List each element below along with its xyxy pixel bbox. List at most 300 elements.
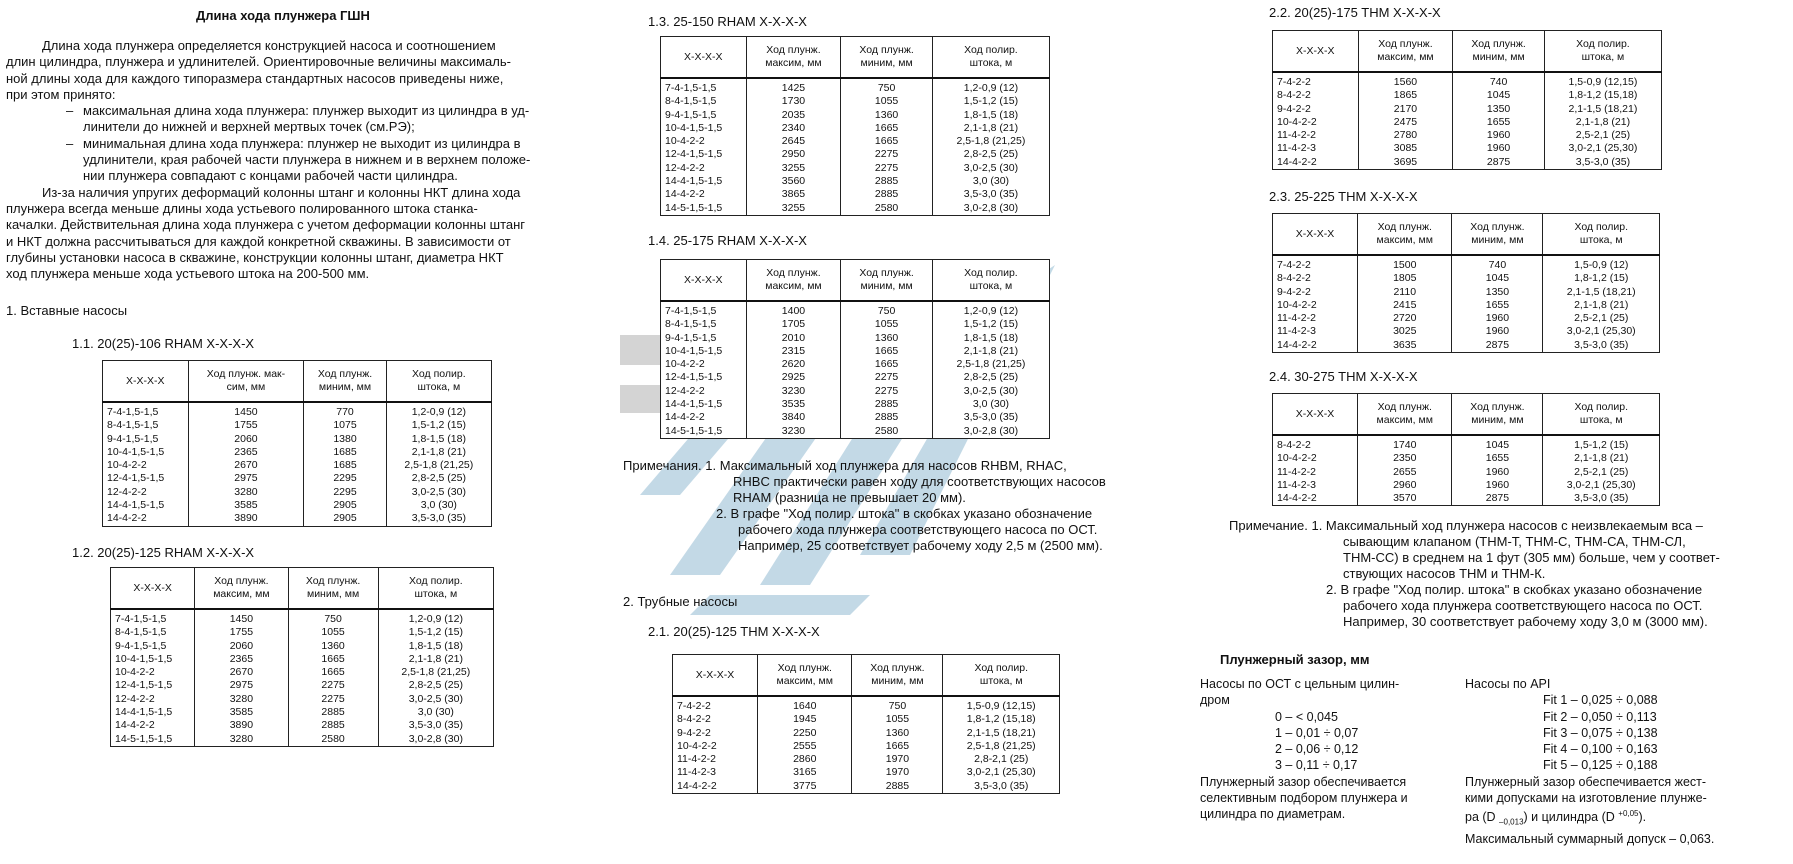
table-cell: 1450 (195, 609, 288, 626)
table-cell: 2580 (841, 202, 933, 216)
column-header: Ход плунж. миним, мм (841, 37, 933, 79)
cell-code: 14-4-2-2 (661, 188, 747, 201)
table-row (661, 162, 1050, 175)
table-cell: 3,5-3,0 (35) (943, 780, 1060, 794)
table-cell: 2340 (746, 122, 841, 135)
table-cell: 2885 (841, 398, 933, 411)
table-cell: 770 (304, 402, 386, 419)
table-cell: 2,5-1,8 (21,25) (932, 135, 1049, 148)
cell-code: 12-4-1,5-1,5 (111, 679, 195, 692)
table-header-row (661, 37, 1050, 79)
table-row (111, 706, 494, 719)
table-cell: 2,1-1,5 (18,21) (1543, 286, 1660, 299)
table-cell: 3,5-3,0 (35) (932, 188, 1049, 201)
cell-code: 7-4-2-2 (673, 696, 758, 713)
cell-code: 8-4-1,5-1,5 (111, 626, 195, 639)
caption-1-4: 1.4. 25-175 RHAM X-X-X-X (648, 233, 807, 248)
table-row (661, 135, 1050, 148)
table-cell: 2,1-1,5 (18,21) (1544, 103, 1661, 116)
column-header: Ход плунж. максим, мм (746, 37, 841, 79)
notes-tubing (1229, 518, 1789, 630)
cell-code: 8-4-2-2 (1273, 435, 1358, 452)
table-cell: 1,5-1,2 (15) (1543, 435, 1660, 452)
table-cell: 2885 (841, 175, 933, 188)
table-cell: 3,5-3,0 (35) (932, 411, 1049, 424)
table-cell: 3890 (195, 719, 288, 732)
table-cell: 3165 (758, 766, 852, 779)
cell-code: 12-4-2-2 (661, 385, 747, 398)
table-cell: 3570 (1358, 492, 1452, 506)
column-header: Ход плунж. максим, мм (746, 260, 841, 302)
table-row (103, 459, 492, 472)
table-cell: 3255 (746, 202, 841, 216)
table-cell: 1,8-1,5 (18) (932, 332, 1049, 345)
table-row (111, 693, 494, 706)
table-cell: 3,0-2,5 (30) (378, 693, 493, 706)
table-cell: 3,0-2,5 (30) (386, 486, 491, 499)
cell-code: 8-4-1,5-1,5 (661, 318, 747, 331)
table-cell: 1805 (1358, 272, 1452, 285)
table-cell: 2885 (288, 719, 378, 732)
table-cell: 3560 (746, 175, 841, 188)
page-title: Длина хода плунжера ГШН (196, 8, 370, 23)
section-tubing-pumps: 2. Трубные насосы (623, 594, 738, 609)
table-cell: 1655 (1452, 299, 1543, 312)
column-header: Ход полир. штока, м (378, 568, 493, 610)
table-cell: 2,5-2,1 (25) (1543, 466, 1660, 479)
table-cell: 1685 (304, 459, 386, 472)
table-row (673, 713, 1060, 726)
bullet-line: нии плунжера совпадают с концами рабочей части цилиндра. (83, 168, 458, 184)
ost-row: 3 – 0,11 ÷ 0,17 (1275, 758, 1358, 773)
cell-code: 10-4-2-2 (111, 666, 195, 679)
table-cell: 1045 (1453, 89, 1545, 102)
table-cell: 1,5-1,2 (15) (932, 95, 1049, 108)
table-row (661, 95, 1050, 108)
api-row: Fit 3 – 0,075 ÷ 0,138 (1543, 725, 1658, 740)
table-cell: 1705 (746, 318, 841, 331)
ost-row: 0 – < 0,045 (1275, 709, 1338, 724)
table-cell: 750 (288, 609, 378, 626)
cell-code: 14-4-2-2 (1273, 156, 1359, 170)
table-cell: 2,5-1,8 (21,25) (378, 666, 493, 679)
table-cell: 1,8-1,5 (18) (386, 433, 491, 446)
cell-code: 9-4-2-2 (673, 727, 758, 740)
table-row (673, 766, 1060, 779)
cell-code: 10-4-2-2 (1273, 452, 1358, 465)
table-cell: 3865 (746, 188, 841, 201)
table-cell: 1685 (304, 446, 386, 459)
table-cell: 1865 (1358, 89, 1453, 102)
table-row (661, 332, 1050, 345)
column-header-code: X-X-X-X (1273, 394, 1358, 436)
table-cell: 2,1-1,8 (21) (932, 345, 1049, 358)
column-header: Ход полир. штока, м (1543, 214, 1660, 256)
cell-code: 14-4-1,5-1,5 (111, 706, 195, 719)
table-cell: 2,1-1,8 (21) (386, 446, 491, 459)
table-row (661, 301, 1050, 318)
column-header: Ход плунж. максим, мм (1358, 31, 1453, 73)
ost-row: 1 – 0,01 ÷ 0,07 (1275, 725, 1359, 740)
table-cell: 1,5-0,9 (12,15) (943, 696, 1060, 713)
cell-code: 14-5-1,5-1,5 (661, 202, 747, 216)
note-line: 2. В графе "Ход полир. штока" в скобках указано обозначение (716, 506, 1093, 521)
table-cell: 2275 (288, 679, 378, 692)
column-header: Ход полир. штока, м (932, 37, 1049, 79)
table-cell: 1960 (1452, 466, 1543, 479)
cell-code: 14-4-2-2 (1273, 339, 1358, 353)
table-cell: 2670 (188, 459, 304, 472)
table-cell: 2,8-2,1 (25) (943, 753, 1060, 766)
column-header: Ход полир. штока, м (943, 655, 1060, 697)
table-cell: 2475 (1358, 116, 1453, 129)
cell-code: 8-4-1,5-1,5 (103, 419, 189, 432)
table-cell: 750 (841, 301, 933, 318)
cell-code: 11-4-2-3 (1273, 479, 1358, 492)
table-cell: 2,1-1,8 (21) (932, 122, 1049, 135)
table-cell: 2,1-1,8 (21) (1544, 116, 1661, 129)
table-row (111, 640, 494, 653)
table-row (661, 371, 1050, 384)
table-cell: 2875 (1453, 156, 1545, 170)
cell-code: 11-4-2-3 (673, 766, 758, 779)
table-row (111, 733, 494, 747)
cell-code: 14-4-2-2 (661, 411, 747, 424)
table-cell: 1,8-1,2 (15,18) (943, 713, 1060, 726)
bullet-item (66, 103, 606, 136)
table-cell: 1665 (288, 653, 378, 666)
table-cell: 2,1-1,5 (18,21) (943, 727, 1060, 740)
table-row (1273, 255, 1660, 272)
table-cell: 1960 (1453, 142, 1545, 155)
cell-code: 11-4-2-2 (1273, 312, 1358, 325)
table-cell: 740 (1452, 255, 1543, 272)
column-header: Ход полир. штока, м (1544, 31, 1661, 73)
tolerance-sub: –0,013 (1499, 818, 1524, 828)
table-cell: 3535 (746, 398, 841, 411)
table-cell: 1055 (841, 95, 933, 108)
table-row (111, 626, 494, 639)
table-row (1273, 72, 1662, 89)
table-row (661, 318, 1050, 331)
table-cell: 3,0-2,1 (25,30) (943, 766, 1060, 779)
table-cell: 2365 (195, 653, 288, 666)
ost-foot-line: Плунжерный зазор обеспечивается (1200, 774, 1407, 789)
cell-code: 9-4-1,5-1,5 (103, 433, 189, 446)
table-cell: 2885 (841, 188, 933, 201)
table-cell: 2295 (304, 486, 386, 499)
table-cell: 1,2-0,9 (12) (378, 609, 493, 626)
table-cell: 1755 (195, 626, 288, 639)
ost-head-line: Насосы по ОСТ с цельным цилин- (1200, 677, 1400, 691)
cell-code: 9-4-1,5-1,5 (661, 332, 747, 345)
table-cell: 1960 (1452, 325, 1543, 338)
cell-code: 7-4-2-2 (1273, 255, 1358, 272)
table-row (111, 679, 494, 692)
table-row (1273, 312, 1660, 325)
table-row (1273, 156, 1662, 170)
stroke-table-1-1 (102, 360, 492, 527)
cell-code: 12-4-2-2 (111, 693, 195, 706)
table-cell: 2,5-1,8 (21,25) (386, 459, 491, 472)
table-row (1273, 452, 1660, 465)
table-cell: 2035 (746, 109, 841, 122)
note-line: рабочего хода плунжера соответствующего насоса по ОСТ. (1343, 598, 1703, 613)
ost-head-line: дром (1200, 693, 1230, 708)
table-cell: 2275 (841, 385, 933, 398)
stroke-table-2-2 (1272, 30, 1662, 170)
cell-code: 7-4-2-2 (1273, 72, 1359, 89)
table-cell: 2580 (288, 733, 378, 747)
table-cell: 1,8-1,5 (18) (932, 109, 1049, 122)
column-header: Ход плунж. максим, мм (758, 655, 852, 697)
table-cell: 2295 (304, 472, 386, 485)
cell-code: 7-4-1,5-1,5 (661, 78, 747, 95)
table-cell: 3,0-2,8 (30) (932, 425, 1049, 439)
cell-code: 7-4-1,5-1,5 (111, 609, 195, 626)
bullet-line: удлинители, края рабочей части плунжера в нижнем и в верхнем положе- (83, 152, 531, 168)
caption-1-2: 1.2. 20(25)-125 RHAM X-X-X-X (72, 545, 255, 560)
api-row: Fit 2 – 0,050 ÷ 0,113 (1543, 709, 1657, 724)
table-cell: 3,5-3,0 (35) (378, 719, 493, 732)
api-row: Fit 1 – 0,025 ÷ 0,088 (1543, 693, 1658, 708)
clearance-title: Плунжерный зазор, мм (1220, 652, 1370, 667)
table-cell: 2275 (841, 162, 933, 175)
table-cell: 2670 (195, 666, 288, 679)
note-line: ТНМ-СС) в среднем на 1 фут (305 мм) больше, чем у соответ- (1343, 550, 1720, 565)
table-cell: 2655 (1358, 466, 1452, 479)
intro-line: Длина хода плунжера определяется конструкцией насоса и соотношением (42, 38, 496, 53)
table-cell: 3,0-2,1 (25,30) (1543, 325, 1660, 338)
table-row (673, 780, 1060, 794)
table-cell: 2885 (288, 706, 378, 719)
table-cell: 1,5-0,9 (12) (1543, 255, 1660, 272)
table-row (103, 419, 492, 432)
api-row: Fit 5 – 0,125 ÷ 0,188 (1543, 758, 1658, 773)
bullet-dash: – (66, 135, 74, 151)
api-foot-text: ) и цилиндра (D (1523, 810, 1619, 825)
table-cell: 1,5-1,2 (15) (932, 318, 1049, 331)
column-header: Ход плунж. максим, мм (195, 568, 288, 610)
column-header: Ход плунж. миним, мм (304, 361, 386, 403)
table-cell: 2960 (1358, 479, 1452, 492)
table-header-row (111, 568, 494, 610)
api-foot-line: Плунжерный зазор обеспечивается жест- (1465, 774, 1707, 789)
table-cell: 2875 (1452, 492, 1543, 506)
table-cell: 2,5-2,1 (25) (1543, 312, 1660, 325)
table-cell: 2,8-2,5 (25) (932, 371, 1049, 384)
table-header-row (673, 655, 1060, 697)
column-header: Ход полир. штока, м (932, 260, 1049, 302)
intro-line: при этом принято: (6, 86, 116, 102)
table-cell: 2975 (195, 679, 288, 692)
column-header: Ход плунж. миним, мм (841, 260, 933, 302)
cell-code: 9-4-2-2 (1273, 286, 1358, 299)
cell-code: 7-4-1,5-1,5 (103, 402, 189, 419)
table-cell: 3695 (1358, 156, 1453, 170)
table-cell: 1350 (1452, 286, 1543, 299)
table-row (661, 109, 1050, 122)
cell-code: 10-4-2-2 (661, 135, 747, 148)
cell-code: 14-4-2-2 (673, 780, 758, 794)
bullet-item (66, 136, 606, 185)
table-cell: 1665 (288, 666, 378, 679)
cell-code: 12-4-1,5-1,5 (661, 148, 747, 161)
table-cell: 1970 (852, 753, 943, 766)
column-header-code: X-X-X-X (111, 568, 195, 610)
table-header-row (1273, 394, 1660, 436)
stroke-table-1-2 (110, 567, 494, 747)
api-head: Насосы по API (1465, 677, 1551, 691)
table-cell: 1,8-1,2 (15) (1543, 272, 1660, 285)
table-cell: 3585 (195, 706, 288, 719)
table-cell: 2620 (746, 358, 841, 371)
note-line: Примечания. 1. Максимальный ход плунжера для насосов RHBM, RHAC, (623, 458, 1067, 473)
table-cell: 1,2-0,9 (12) (386, 402, 491, 419)
table-row (1273, 479, 1660, 492)
table-cell: 1045 (1452, 272, 1543, 285)
cell-code: 12-4-2-2 (103, 486, 189, 499)
table-cell: 1560 (1358, 72, 1453, 89)
cell-code: 10-4-2-2 (661, 358, 747, 371)
table-cell: 2275 (841, 148, 933, 161)
table-cell: 2,8-2,5 (25) (932, 148, 1049, 161)
table-cell: 3,0 (30) (386, 499, 491, 512)
notes-inserted (623, 458, 1183, 554)
table-cell: 3,0 (30) (932, 398, 1049, 411)
stroke-table-2-3 (1272, 213, 1660, 353)
table-header-row (103, 361, 492, 403)
column-header-code: X-X-X-X (661, 260, 747, 302)
table-cell: 3,0-2,1 (25,30) (1544, 142, 1661, 155)
table-cell: 1755 (188, 419, 304, 432)
cell-code: 11-4-2-2 (1273, 466, 1358, 479)
cell-code: 9-4-1,5-1,5 (111, 640, 195, 653)
column-header: Ход плунж. миним, мм (1453, 31, 1545, 73)
table-cell: 3,5-3,0 (35) (1543, 339, 1660, 353)
table-cell: 1,8-1,5 (18) (378, 640, 493, 653)
table-row (661, 175, 1050, 188)
table-cell: 1665 (841, 358, 933, 371)
ost-row: 2 – 0,06 ÷ 0,12 (1275, 742, 1359, 757)
table-row (661, 122, 1050, 135)
cell-code: 14-4-2-2 (111, 719, 195, 732)
table-row (103, 486, 492, 499)
table-cell: 2275 (841, 371, 933, 384)
para-line: Из-за наличия упругих деформаций колонны штанг и колонны НКТ длина хода (42, 184, 521, 200)
column-header: Ход полир. штока, м (386, 361, 491, 403)
table-cell: 2415 (1358, 299, 1452, 312)
table-row (673, 753, 1060, 766)
table-cell: 1740 (1358, 435, 1452, 452)
note-line: рабочего хода плунжера соответствующего насоса по ОСТ. (738, 522, 1098, 537)
column-header: Ход плунж. мак- сим, мм (188, 361, 304, 403)
table-row (1273, 286, 1660, 299)
cell-code: 8-4-2-2 (673, 713, 758, 726)
table-cell: 2010 (746, 332, 841, 345)
table-cell: 3,0-2,1 (25,30) (1543, 479, 1660, 492)
note-line: ствующих насосов ТНМ и ТНМ-К. (1343, 566, 1546, 581)
cell-code: 10-4-2-2 (673, 740, 758, 753)
table-row (1273, 103, 1662, 116)
table-cell: 3280 (188, 486, 304, 499)
table-cell: 2925 (746, 371, 841, 384)
table-row (103, 472, 492, 485)
section-inserted-pumps: 1. Вставные насосы (6, 303, 128, 318)
table-cell: 2,8-2,5 (25) (378, 679, 493, 692)
column-header-code: X-X-X-X (103, 361, 189, 403)
table-cell: 3280 (195, 733, 288, 747)
table-cell: 3230 (746, 425, 841, 439)
caption-1-3: 1.3. 25-150 RHAM X-X-X-X (648, 14, 807, 29)
table-cell: 2885 (841, 411, 933, 424)
table-cell: 2,5-2,1 (25) (1544, 129, 1661, 142)
table-cell: 1960 (1452, 312, 1543, 325)
table-cell: 3775 (758, 780, 852, 794)
table-row (1273, 272, 1660, 285)
table-cell: 3,5-3,0 (35) (1543, 492, 1660, 506)
table-cell: 750 (852, 696, 943, 713)
table-cell: 3840 (746, 411, 841, 424)
table-cell: 1500 (1358, 255, 1452, 272)
cell-code: 10-4-1,5-1,5 (103, 446, 189, 459)
table-row (673, 727, 1060, 740)
note-line: Например, 30 соответствует рабочему ходу 3,0 м (3000 мм). (1343, 614, 1708, 629)
table-cell: 1665 (841, 135, 933, 148)
table-row (1273, 325, 1660, 338)
table-cell: 1960 (1453, 129, 1545, 142)
intro-line: длин цилиндра, плунжера и удлинителей. Ориентировочные величины максималь- (6, 54, 511, 70)
table-cell: 2645 (746, 135, 841, 148)
cell-code: 10-4-2-2 (1273, 299, 1358, 312)
cell-code: 14-4-1,5-1,5 (661, 398, 747, 411)
cell-code: 10-4-1,5-1,5 (661, 122, 747, 135)
table-cell: 1400 (746, 301, 841, 318)
column-header-code: X-X-X-X (661, 37, 747, 79)
column-header: Ход плунж. максим, мм (1358, 394, 1452, 436)
table-cell: 2975 (188, 472, 304, 485)
table-cell: 2365 (188, 446, 304, 459)
para-line: ход плунжера меньше хода устьевого штока на 200-500 мм. (6, 266, 370, 282)
table-cell: 3890 (188, 512, 304, 526)
cell-code: 11-4-2-2 (1273, 129, 1359, 142)
api-foot-line: Максимальный суммарный допуск – 0,063. (1465, 832, 1715, 847)
table-cell: 1640 (758, 696, 852, 713)
api-clearance (1465, 676, 1765, 848)
table-cell: 3,0 (30) (378, 706, 493, 719)
table-cell: 2,5-1,8 (21,25) (943, 740, 1060, 753)
table-cell: 3,5-3,0 (35) (386, 512, 491, 526)
table-cell: 3,0-2,8 (30) (932, 202, 1049, 216)
table-cell: 2,1-1,8 (21) (378, 653, 493, 666)
api-foot-text: ра (D (1465, 810, 1500, 825)
table-row (661, 148, 1050, 161)
table-cell: 2350 (1358, 452, 1452, 465)
table-cell: 2060 (188, 433, 304, 446)
cell-code: 8-4-2-2 (1273, 272, 1358, 285)
table-cell: 1,5-1,2 (15) (386, 419, 491, 432)
cell-code: 9-4-2-2 (1273, 103, 1359, 116)
caption-2-3: 2.3. 25-225 THM X-X-X-X (1269, 189, 1418, 204)
table-cell: 1450 (188, 402, 304, 419)
table-header-row (1273, 31, 1662, 73)
table-row (661, 188, 1050, 201)
table-row (661, 398, 1050, 411)
table-cell: 2170 (1358, 103, 1453, 116)
column-header-code: X-X-X-X (1273, 214, 1358, 256)
table-row (1273, 492, 1660, 506)
table-row (103, 446, 492, 459)
